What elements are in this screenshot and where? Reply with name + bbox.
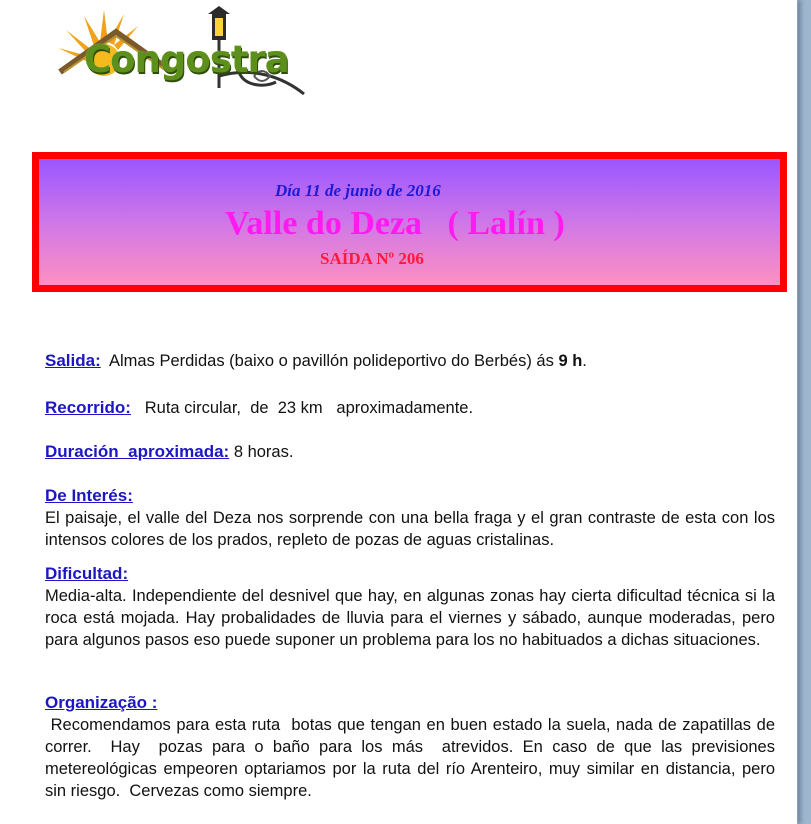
recorrido-text: Ruta circular, de 23 km aproximadamente. — [144, 399, 474, 417]
interes-section — [45, 485, 775, 551]
organizacao-section — [45, 692, 780, 802]
duracion-text: 8 horas. — [233, 443, 294, 461]
duracion-label: Duración aproximada: — [45, 442, 230, 461]
interes-label: De Interés: — [45, 486, 133, 505]
salida-time: 9 h — [558, 352, 583, 370]
organizacao-text: Recomendamos para esta ruta botas que tengan en buen estado la suela, nada de zapatillas de correr. Hay pozas para o baño para los más atrevidos. En caso de que las previsiones metereológicas empeoren optariamos por la ruta del río Arenteiro, muy similar en distancia, pero sin riesgo. Cervezas como siempre. — [45, 716, 780, 800]
salida-end: . — [582, 352, 587, 370]
excursion-banner — [32, 152, 787, 292]
logo-wordmark: Congostra — [84, 38, 289, 81]
recorrido-section — [45, 397, 775, 419]
recorrido-label: Recorrido: — [45, 398, 131, 417]
interes-text: El paisaje, el valle del Deza nos sorprende con una bella fraga y el gran contraste de esta con los intensos colores de los prados, repleto de pozas de aguas cristalinas. — [45, 509, 775, 549]
salida-label: Salida: — [45, 351, 101, 370]
duracion-section — [45, 441, 775, 463]
dificultad-label: Dificultad: — [45, 564, 129, 583]
banner-subtitle: SAÍDA Nº 206 — [320, 249, 424, 268]
banner-title: Valle do Deza ( Lalín ) — [225, 205, 565, 242]
congostra-logo — [54, 6, 324, 106]
dificultad-text: Media-alta. Independiente del desnivel que hay, en algunas zonas hay cierta dificultad técnica si la roca está mojada. Hay probalidades de lluvia para el viernes y sábado, aunque moderadas, pero para algunos pasos eso puede suponer un problema para los no habituados a dichas situaciones. — [45, 587, 775, 649]
dificultad-section — [45, 563, 775, 651]
organizacao-label: Organização : — [45, 693, 158, 712]
salida-section — [45, 350, 775, 372]
banner-date: Día 11 de junio de 2016 — [275, 181, 441, 200]
salida-text: Almas Perdidas (baixo o pavillón polideportivo do Berbés) ás — [109, 352, 554, 370]
banner-gradient — [39, 159, 780, 285]
